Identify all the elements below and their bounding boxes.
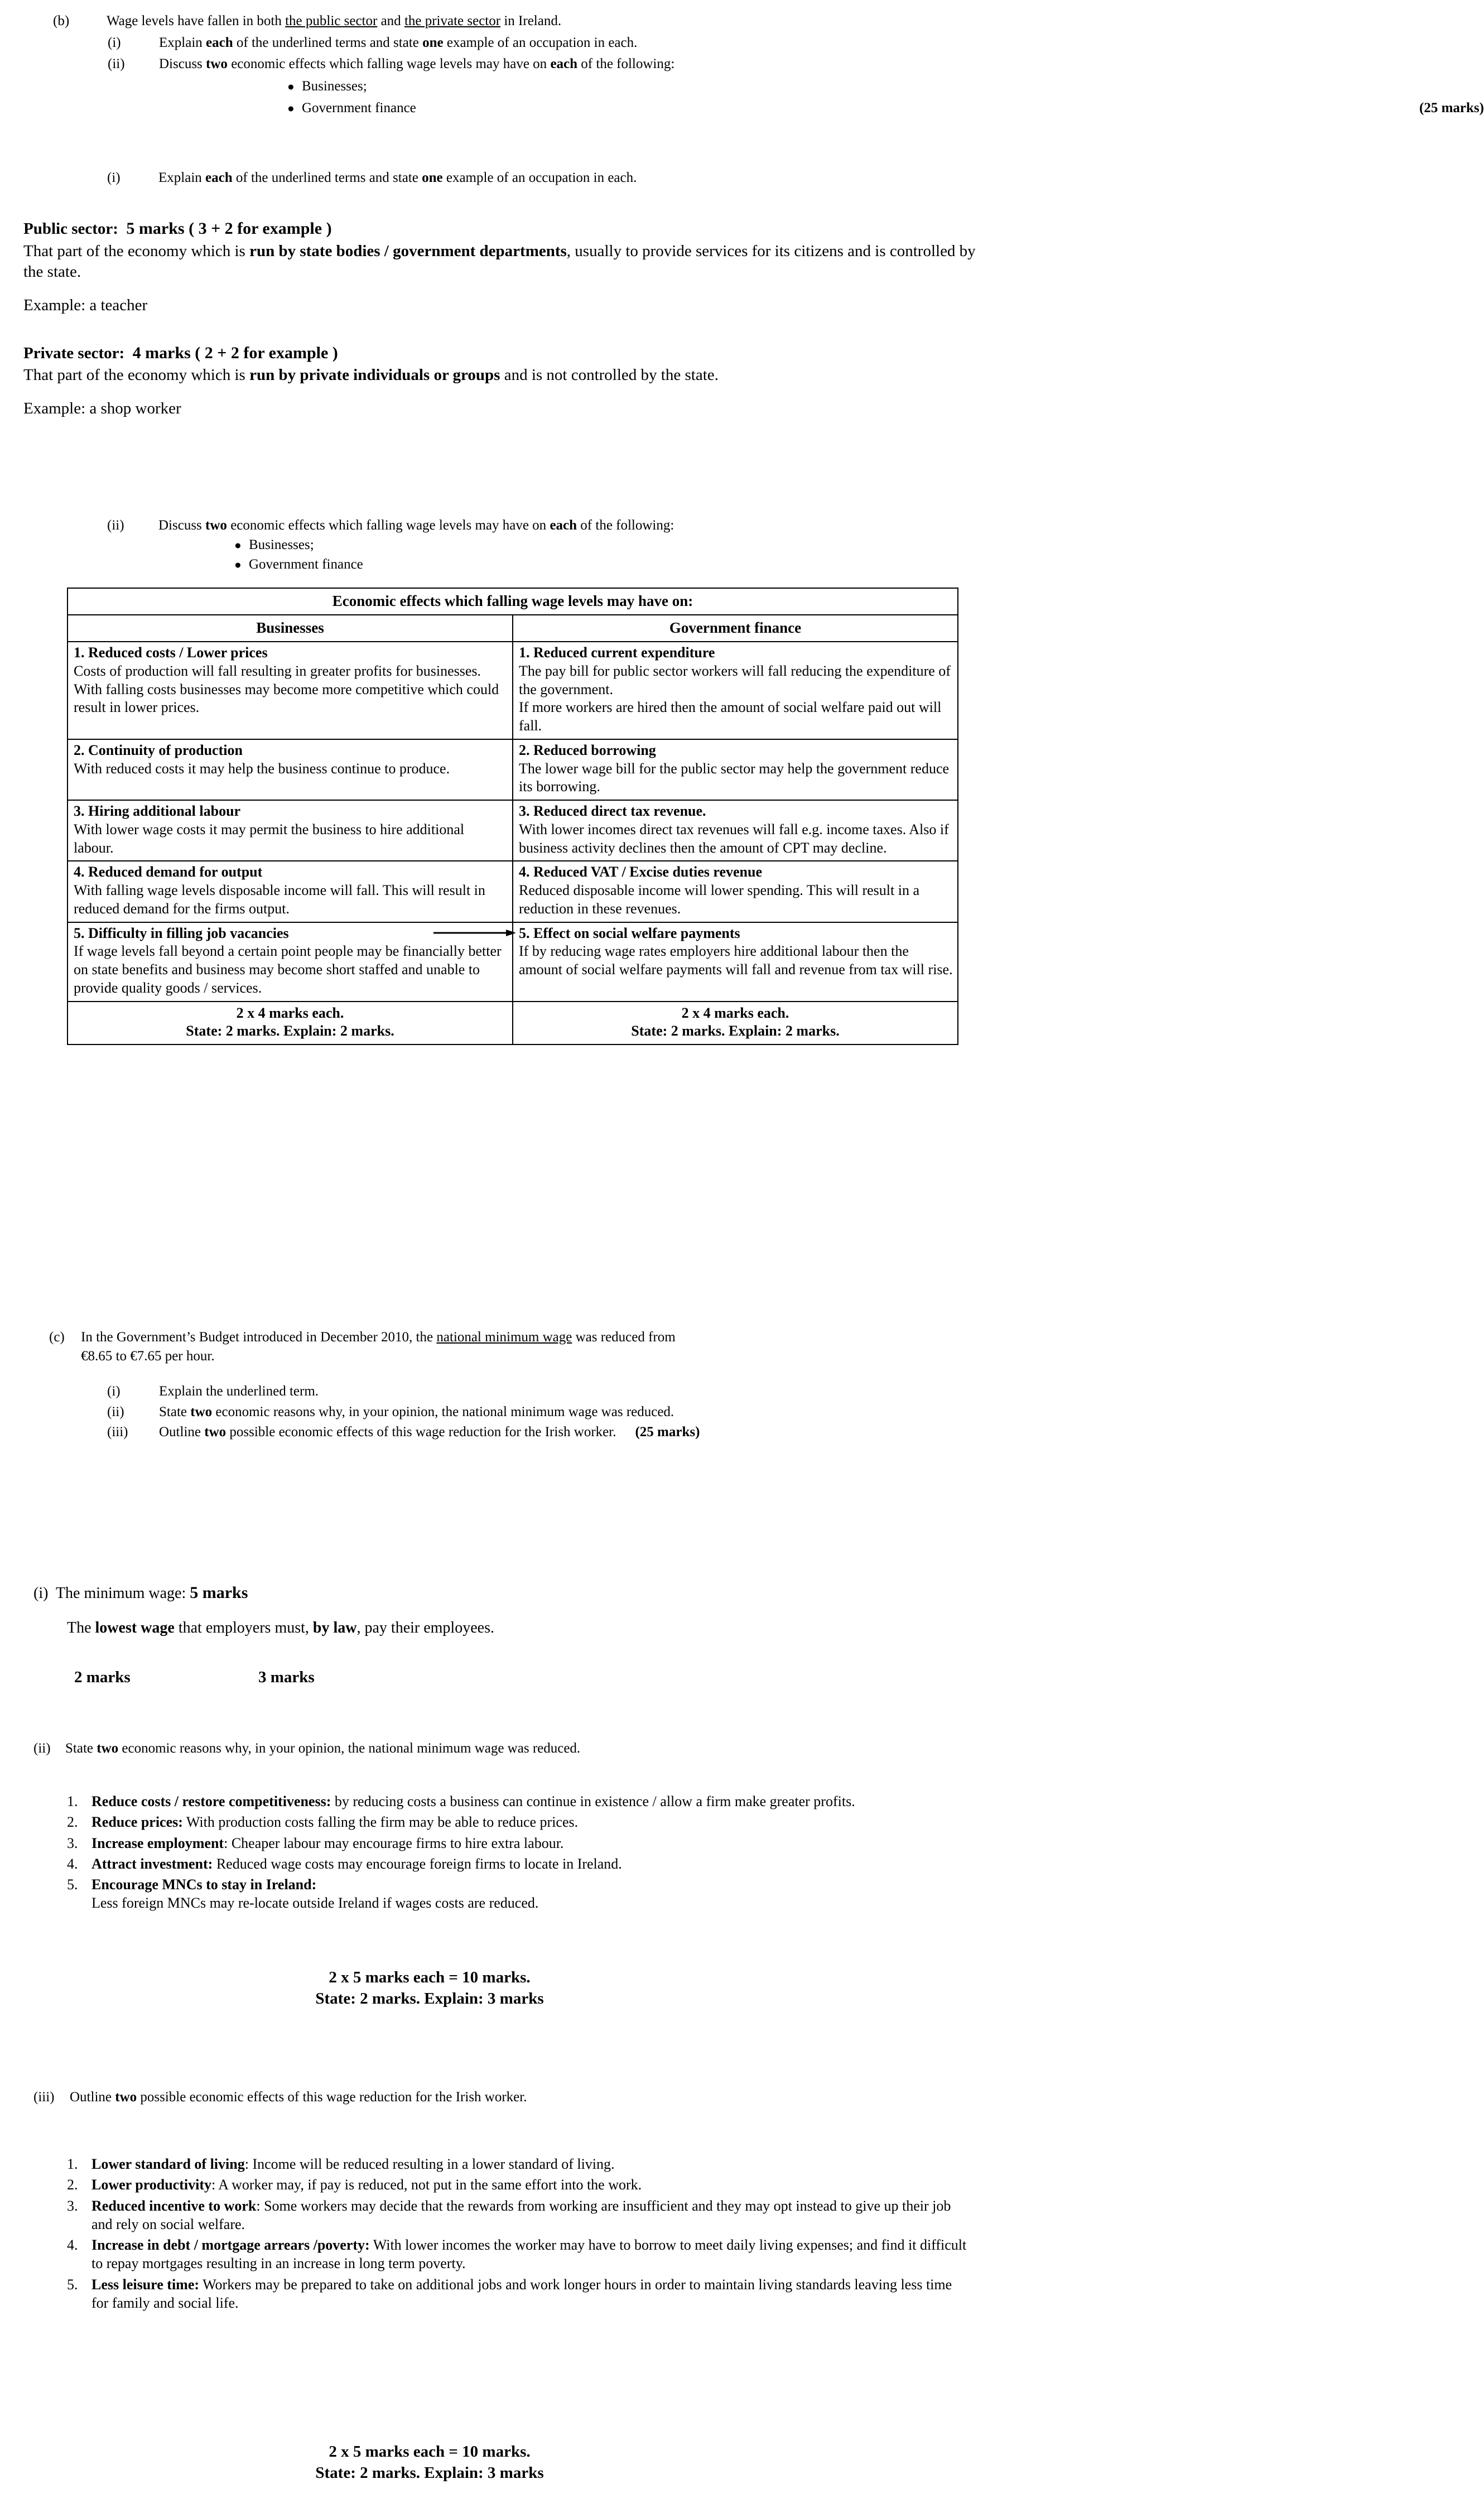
bullet-dot-icon: ● (287, 102, 295, 115)
cell-body: If by reducing wage rates employers hire additional labour then the amount of social welfare payments will fall and revenue from tax will rise. (519, 943, 953, 978)
underlined-public-sector: the public sector (285, 13, 378, 28)
footer-businesses (68, 1002, 513, 1045)
list-body (91, 2155, 971, 2173)
answer-ciii-list (67, 2155, 971, 2314)
public-body-bold: run by state bodies / government departments (249, 242, 567, 260)
list-item (67, 2236, 971, 2273)
answer-cii-list (67, 1792, 960, 1915)
repeat-ii-pre: Discuss (158, 518, 206, 533)
list-body (91, 2197, 971, 2234)
question-b-marks: (25 marks) (1419, 100, 1484, 115)
question-c-item-ii-label: (ii) (107, 1404, 124, 1419)
ci-def-bold-lowest-wage: lowest wage (95, 1619, 175, 1637)
public-sector-marks: 5 marks ( 3 + 2 for example ) (126, 219, 332, 238)
repeat-i-mid: of the underlined terms and state (232, 170, 422, 185)
table-title: Economic effects which falling wage levels may have on: (68, 588, 958, 615)
question-b-item-ii (108, 55, 1001, 74)
cell-heading: 5. Effect on social welfare payments (519, 925, 740, 941)
column-header-government-finance: Government finance (513, 615, 958, 642)
list-body (91, 1855, 960, 1873)
definitions-block (23, 218, 989, 420)
repeat-i-pre: Explain (158, 170, 206, 185)
answer-ciii-marks-block (179, 2441, 681, 2484)
private-body-post: and is not controlled by the state. (500, 366, 719, 384)
cii-bold-two: two (97, 1741, 119, 1756)
footer-line-1: 2 x 4 marks each. (236, 1004, 344, 1021)
repeat-i-post: example of an occupation in each. (442, 170, 637, 185)
cell-heading: 4. Reduced VAT / Excise duties revenue (519, 864, 763, 880)
cell-heading: 1. Reduced costs / Lower prices (74, 644, 268, 661)
table-row (68, 800, 958, 861)
repeat-ii-mid: economic effects which falling wage levels may have on (227, 518, 550, 533)
list-item (67, 1834, 960, 1852)
repeat-ii-bold-each: each (550, 518, 577, 533)
table-row (68, 861, 958, 922)
list-item (287, 99, 1484, 118)
cell-businesses-1 (68, 642, 513, 739)
list-body (91, 1813, 960, 1831)
footer-government (513, 1002, 958, 1045)
bullet-dot-icon: ● (234, 558, 242, 571)
footer-line-2: State: 2 marks. Explain: 2 marks. (186, 1023, 394, 1039)
public-sector-example: Example: a teacher (23, 296, 148, 315)
economic-effects-table (67, 588, 958, 1045)
bullet-dot-icon: ● (287, 79, 295, 93)
list-item (234, 557, 1000, 572)
bullet-label: Government finance (302, 100, 416, 115)
question-c-item-iii-text (159, 1423, 1009, 1442)
list-head: Reduce prices: (91, 1814, 183, 1831)
cell-body: With lower wage costs it may permit the business to hire additional labour. (74, 821, 465, 856)
list-head: Attract investment: (91, 1855, 213, 1872)
ciii-bold-two: two (115, 2090, 137, 2105)
list-body (91, 2275, 971, 2313)
cell-businesses-5 (68, 922, 513, 1002)
list-number: 2. (67, 1814, 78, 1831)
list-text: Reduced wage costs may encourage foreign firms to locate in Ireland. (213, 1855, 622, 1872)
list-item (67, 2275, 971, 2313)
column-header-businesses: Businesses (68, 615, 513, 642)
cell-government-4 (513, 861, 958, 922)
question-c-label: (c) (49, 1330, 65, 1345)
cii-post: economic reasons why, in your opinion, the national minimum wage was reduced. (118, 1741, 581, 1756)
cell-body: With lower incomes direct tax revenues will fall e.g. income taxes. Also if business activity declines then the amount of CPT may decline. (519, 821, 949, 856)
item-i-bold-one: one (422, 35, 444, 50)
private-sector-body (23, 365, 989, 386)
private-sector-heading (23, 342, 989, 364)
private-body-bold: run by private individuals or groups (249, 366, 500, 384)
cell-body: Costs of production will fall resulting in greater profits for businesses. With falling costs businesses may become more competitive which could result in lower prices. (74, 662, 499, 716)
table-footer-row (68, 1002, 958, 1045)
answer-ciii-label: (iii) (33, 2090, 55, 2105)
answer-ci-marks: 5 marks (190, 1583, 248, 1602)
cell-government-5 (513, 922, 958, 1002)
list-item (67, 1813, 960, 1831)
list-body (91, 1875, 960, 1913)
question-b-item-i-text (159, 34, 1001, 52)
list-item (67, 1855, 960, 1873)
table-row (68, 739, 958, 800)
c-ii-pre: State (159, 1404, 191, 1419)
cell-heading: 5. Difficulty in filling job vacancies (74, 925, 289, 941)
question-b-item-i (108, 34, 1001, 52)
list-head: Reduce costs / restore competitiveness: (91, 1793, 331, 1809)
private-body-pre: That part of the economy which is (23, 366, 250, 384)
question-c-block (49, 1328, 1009, 1442)
stem-post: in Ireland. (500, 13, 562, 28)
item-i-mid: of the underlined terms and state (233, 35, 423, 50)
ci-def-pre: The (67, 1619, 95, 1637)
ciii-post: possible economic effects of this wage reduction for the Irish worker. (137, 2090, 527, 2105)
cii-pre: State (65, 1741, 97, 1756)
list-body (91, 1834, 960, 1852)
cell-heading: 2. Continuity of production (74, 742, 243, 758)
list-item (67, 1792, 960, 1811)
cell-body: With reduced costs it may help the business continue to produce. (74, 760, 450, 777)
repeat-ii-bold-two: two (205, 518, 227, 533)
item-ii-pre: Discuss (159, 56, 206, 71)
cell-body: Reduced disposable income will lower spending. This will result in a reduction in these revenues. (519, 882, 920, 917)
item-ii-bold-two: two (206, 56, 228, 71)
cell-government-2 (513, 739, 958, 800)
list-head: Reduced incentive to work (91, 2197, 257, 2214)
table-row (68, 642, 958, 739)
c-iii-post: possible economic effects of this wage reduction for the Irish worker. (226, 1424, 616, 1440)
public-body-pre: That part of the economy which is (23, 242, 250, 260)
answer-cii-text (65, 1741, 993, 1756)
marks-line-1: 2 x 5 marks each = 10 marks. (329, 1968, 531, 1986)
question-b-item-i-label: (i) (108, 35, 121, 50)
cell-body: The lower wage bill for the public sector may help the government reduce its borrowing. (519, 760, 950, 795)
question-c-stem (49, 1328, 1009, 1347)
answer-cii-marks-block (179, 1967, 681, 2010)
question-b-bullet-list (287, 78, 1484, 118)
private-sector-example: Example: a shop worker (23, 399, 181, 418)
answer-ii-head (107, 518, 1000, 533)
answer-ciii-heading (33, 2090, 993, 2105)
list-number: 3. (67, 1835, 78, 1851)
bullet-dot-icon: ● (234, 538, 242, 552)
footer-line-2: State: 2 marks. Explain: 2 marks. (631, 1023, 840, 1039)
question-c-item-i (107, 1382, 1009, 1401)
question-b-stem-text (107, 12, 1001, 31)
question-b-block (53, 12, 1484, 118)
item-ii-bold-each: each (550, 56, 578, 71)
item-i-bold-each: each (206, 35, 233, 50)
answer-ciii-text (70, 2090, 993, 2105)
list-text: Workers may be prepared to take on additional jobs and work longer hours in order to maintain living standards leaving less time for family and social life. (91, 2276, 952, 2311)
answer-ii-label: (ii) (107, 518, 124, 533)
ci-def-post: , pay their employees. (356, 1619, 494, 1637)
question-c-marks: (25 marks) (635, 1424, 700, 1440)
answer-heading-i (107, 170, 1000, 186)
ci-def-mid: that employers must, (174, 1619, 313, 1637)
bullet-label: Businesses; (302, 78, 367, 94)
item-i-pre: Explain (159, 35, 206, 50)
item-ii-post: of the following: (577, 56, 675, 71)
table-title-row (68, 588, 958, 615)
stem-pre: Wage levels have fallen in both (107, 13, 286, 28)
question-c-stem-text (81, 1328, 1009, 1347)
cell-heading: 3. Reduced direct tax revenue. (519, 803, 706, 820)
answer-ii-text (158, 518, 1000, 533)
answer-i-label: (i) (107, 170, 121, 185)
cell-body: If wage levels fall beyond a certain point people may be financially better on state benefits and business may become short staffed and unable to provide quality goods / services. (74, 943, 502, 996)
cell-businesses-2 (68, 739, 513, 800)
list-item (67, 2197, 971, 2234)
list-item (67, 1875, 960, 1913)
answer-ci-block (33, 1582, 993, 1639)
table-row (68, 922, 958, 1002)
list-number: 4. (67, 1855, 78, 1872)
list-number: 2. (67, 2177, 78, 2193)
cell-body: The pay bill for public sector workers will fall reducing the expenditure of the government. If more workers are hired then the amount of social welfare paid out will fall. (519, 662, 951, 734)
cell-heading: 4. Reduced demand for output (74, 864, 263, 880)
ci-def-bold-by-law: by law (312, 1619, 357, 1637)
repeat-i-bold-one: one (422, 170, 443, 185)
cell-heading: 3. Hiring additional labour (74, 803, 241, 820)
c-ii-post: economic reasons why, in your opinion, the national minimum wage was reduced. (212, 1404, 674, 1419)
list-text: : Cheaper labour may encourage firms to hire extra labour. (224, 1835, 564, 1851)
answer-ci-heading (33, 1582, 993, 1604)
c-iii-pre: Outline (159, 1424, 205, 1440)
cell-body: With falling wage levels disposable income will fall. This will result in reduced demand for the firms output. (74, 882, 485, 917)
question-c-item-iii (107, 1423, 1009, 1442)
list-number: 5. (67, 1876, 78, 1893)
list-text: : Income will be reduced resulting in a lower standard of living. (244, 2156, 615, 2172)
list-text: by reducing costs a business can continue in existence / allow a firm make greater profits. (331, 1793, 855, 1809)
list-body (91, 2175, 971, 2194)
table-header-row (68, 615, 958, 642)
question-b-stem (53, 12, 1001, 31)
marks-line-2: State: 2 marks. Explain: 3 marks (315, 1990, 544, 2008)
economic-effects-table-wrapper (67, 588, 958, 1045)
public-sector-term: Public sector: (23, 220, 118, 238)
list-number: 1. (67, 2156, 78, 2172)
public-body-post: , usually to provide services for its citizens and is controlled by the state. (23, 242, 976, 281)
repeat-i-bold-each: each (205, 170, 233, 185)
c-stem-pre: In the Government’s Budget introduced in December 2010, the (81, 1330, 437, 1345)
list-text: With lower incomes the worker may have to borrow to meet daily living expenses; and find it difficult to repay mortgages resulting in an increase in long term poverty. (91, 2237, 967, 2272)
list-number: 3. (67, 2197, 78, 2214)
stem-mid: and (377, 13, 404, 28)
list-text: : A worker may, if pay is reduced, not put in the same effort into the work. (211, 2177, 642, 2193)
question-c-item-ii (107, 1403, 1009, 1422)
cell-government-3 (513, 800, 958, 861)
list-item (287, 78, 1001, 96)
private-sector-term: Private sector: (23, 344, 125, 362)
marks-line-2: State: 2 marks. Explain: 3 marks (315, 2464, 544, 2482)
definition-public-sector (23, 218, 989, 316)
answer-i-text (158, 170, 1000, 186)
question-c-item-ii-text (159, 1403, 1009, 1422)
list-item (67, 2155, 971, 2173)
bullet-label: Businesses; (249, 537, 314, 552)
list-item (67, 2175, 971, 2194)
marks-line-1: 2 x 5 marks each = 10 marks. (329, 2443, 531, 2461)
marks-right: 3 marks (258, 1668, 315, 1686)
marks-left: 2 marks (74, 1668, 131, 1686)
list-number: 1. (67, 1793, 78, 1809)
item-ii-mid: economic effects which falling wage levels may have on (227, 56, 551, 71)
answer-cii-heading (33, 1741, 993, 1756)
answer-ii-bullet-list (234, 537, 1000, 572)
list-head: Increase employment (91, 1835, 224, 1851)
list-text: Less foreign MNCs may re-locate outside Ireland if wages costs are reduced. (91, 1895, 539, 1912)
c-stem-post: was reduced from (572, 1330, 676, 1345)
definition-private-sector (23, 342, 989, 420)
list-body (91, 2236, 971, 2273)
list-head: Less leisure time: (91, 2276, 200, 2293)
question-c-item-i-label: (i) (107, 1384, 121, 1399)
ciii-pre: Outline (70, 2090, 115, 2105)
private-sector-marks: 4 marks ( 2 + 2 for example ) (132, 343, 338, 362)
list-body (91, 1792, 960, 1811)
c-ii-bold-two: two (190, 1404, 213, 1419)
answer-ci-label: (i) (33, 1585, 49, 1602)
question-c-stem-line2: €8.65 to €7.65 per hour. (81, 1348, 215, 1364)
question-b-item-ii-label: (ii) (108, 56, 125, 71)
c-iii-bold-two: two (204, 1424, 227, 1440)
cell-businesses-4 (68, 861, 513, 922)
underlined-private-sector: the private sector (404, 13, 501, 28)
public-sector-body (23, 241, 989, 283)
list-head: Encourage MNCs to stay in Ireland: (91, 1876, 317, 1893)
item-i-post: example of an occupation in each. (443, 35, 638, 50)
question-b-label: (b) (53, 13, 70, 28)
question-b-item-ii-text (159, 55, 1001, 74)
repeat-ii-post: of the following: (577, 518, 674, 533)
cell-businesses-3 (68, 800, 513, 861)
answer-ci-term: The minimum wage: (55, 1585, 186, 1602)
underlined-national-minimum-wage: national minimum wage (436, 1330, 572, 1345)
list-item (234, 537, 1000, 553)
list-number: 4. (67, 2237, 78, 2254)
answer-heading-ii (107, 518, 1000, 572)
cell-government-1 (513, 642, 958, 739)
public-sector-heading (23, 218, 989, 240)
cell-heading: 1. Reduced current expenditure (519, 644, 715, 661)
question-c-item-i-text: Explain the underlined term. (159, 1384, 319, 1399)
list-head: Increase in debt / mortgage arrears /poverty: (91, 2237, 370, 2254)
bullet-label: Government finance (249, 557, 363, 572)
cell-heading: 2. Reduced borrowing (519, 742, 656, 758)
footer-line-1: 2 x 4 marks each. (681, 1004, 789, 1021)
list-head: Lower standard of living (91, 2156, 245, 2172)
answer-cii-label: (ii) (33, 1741, 51, 1756)
list-text: : Some workers may decide that the rewards from working are insufficient and they may opt instead to give up their job and rely on social welfare. (91, 2197, 951, 2232)
answer-ci-definition (67, 1618, 993, 1638)
list-text: With production costs falling the firm may be able to reduce prices. (182, 1814, 579, 1831)
list-head: Lower productivity (91, 2177, 211, 2193)
question-c-item-iii-label: (iii) (107, 1424, 128, 1440)
question-c-subitems (107, 1382, 1009, 1442)
list-number: 5. (67, 2276, 78, 2293)
